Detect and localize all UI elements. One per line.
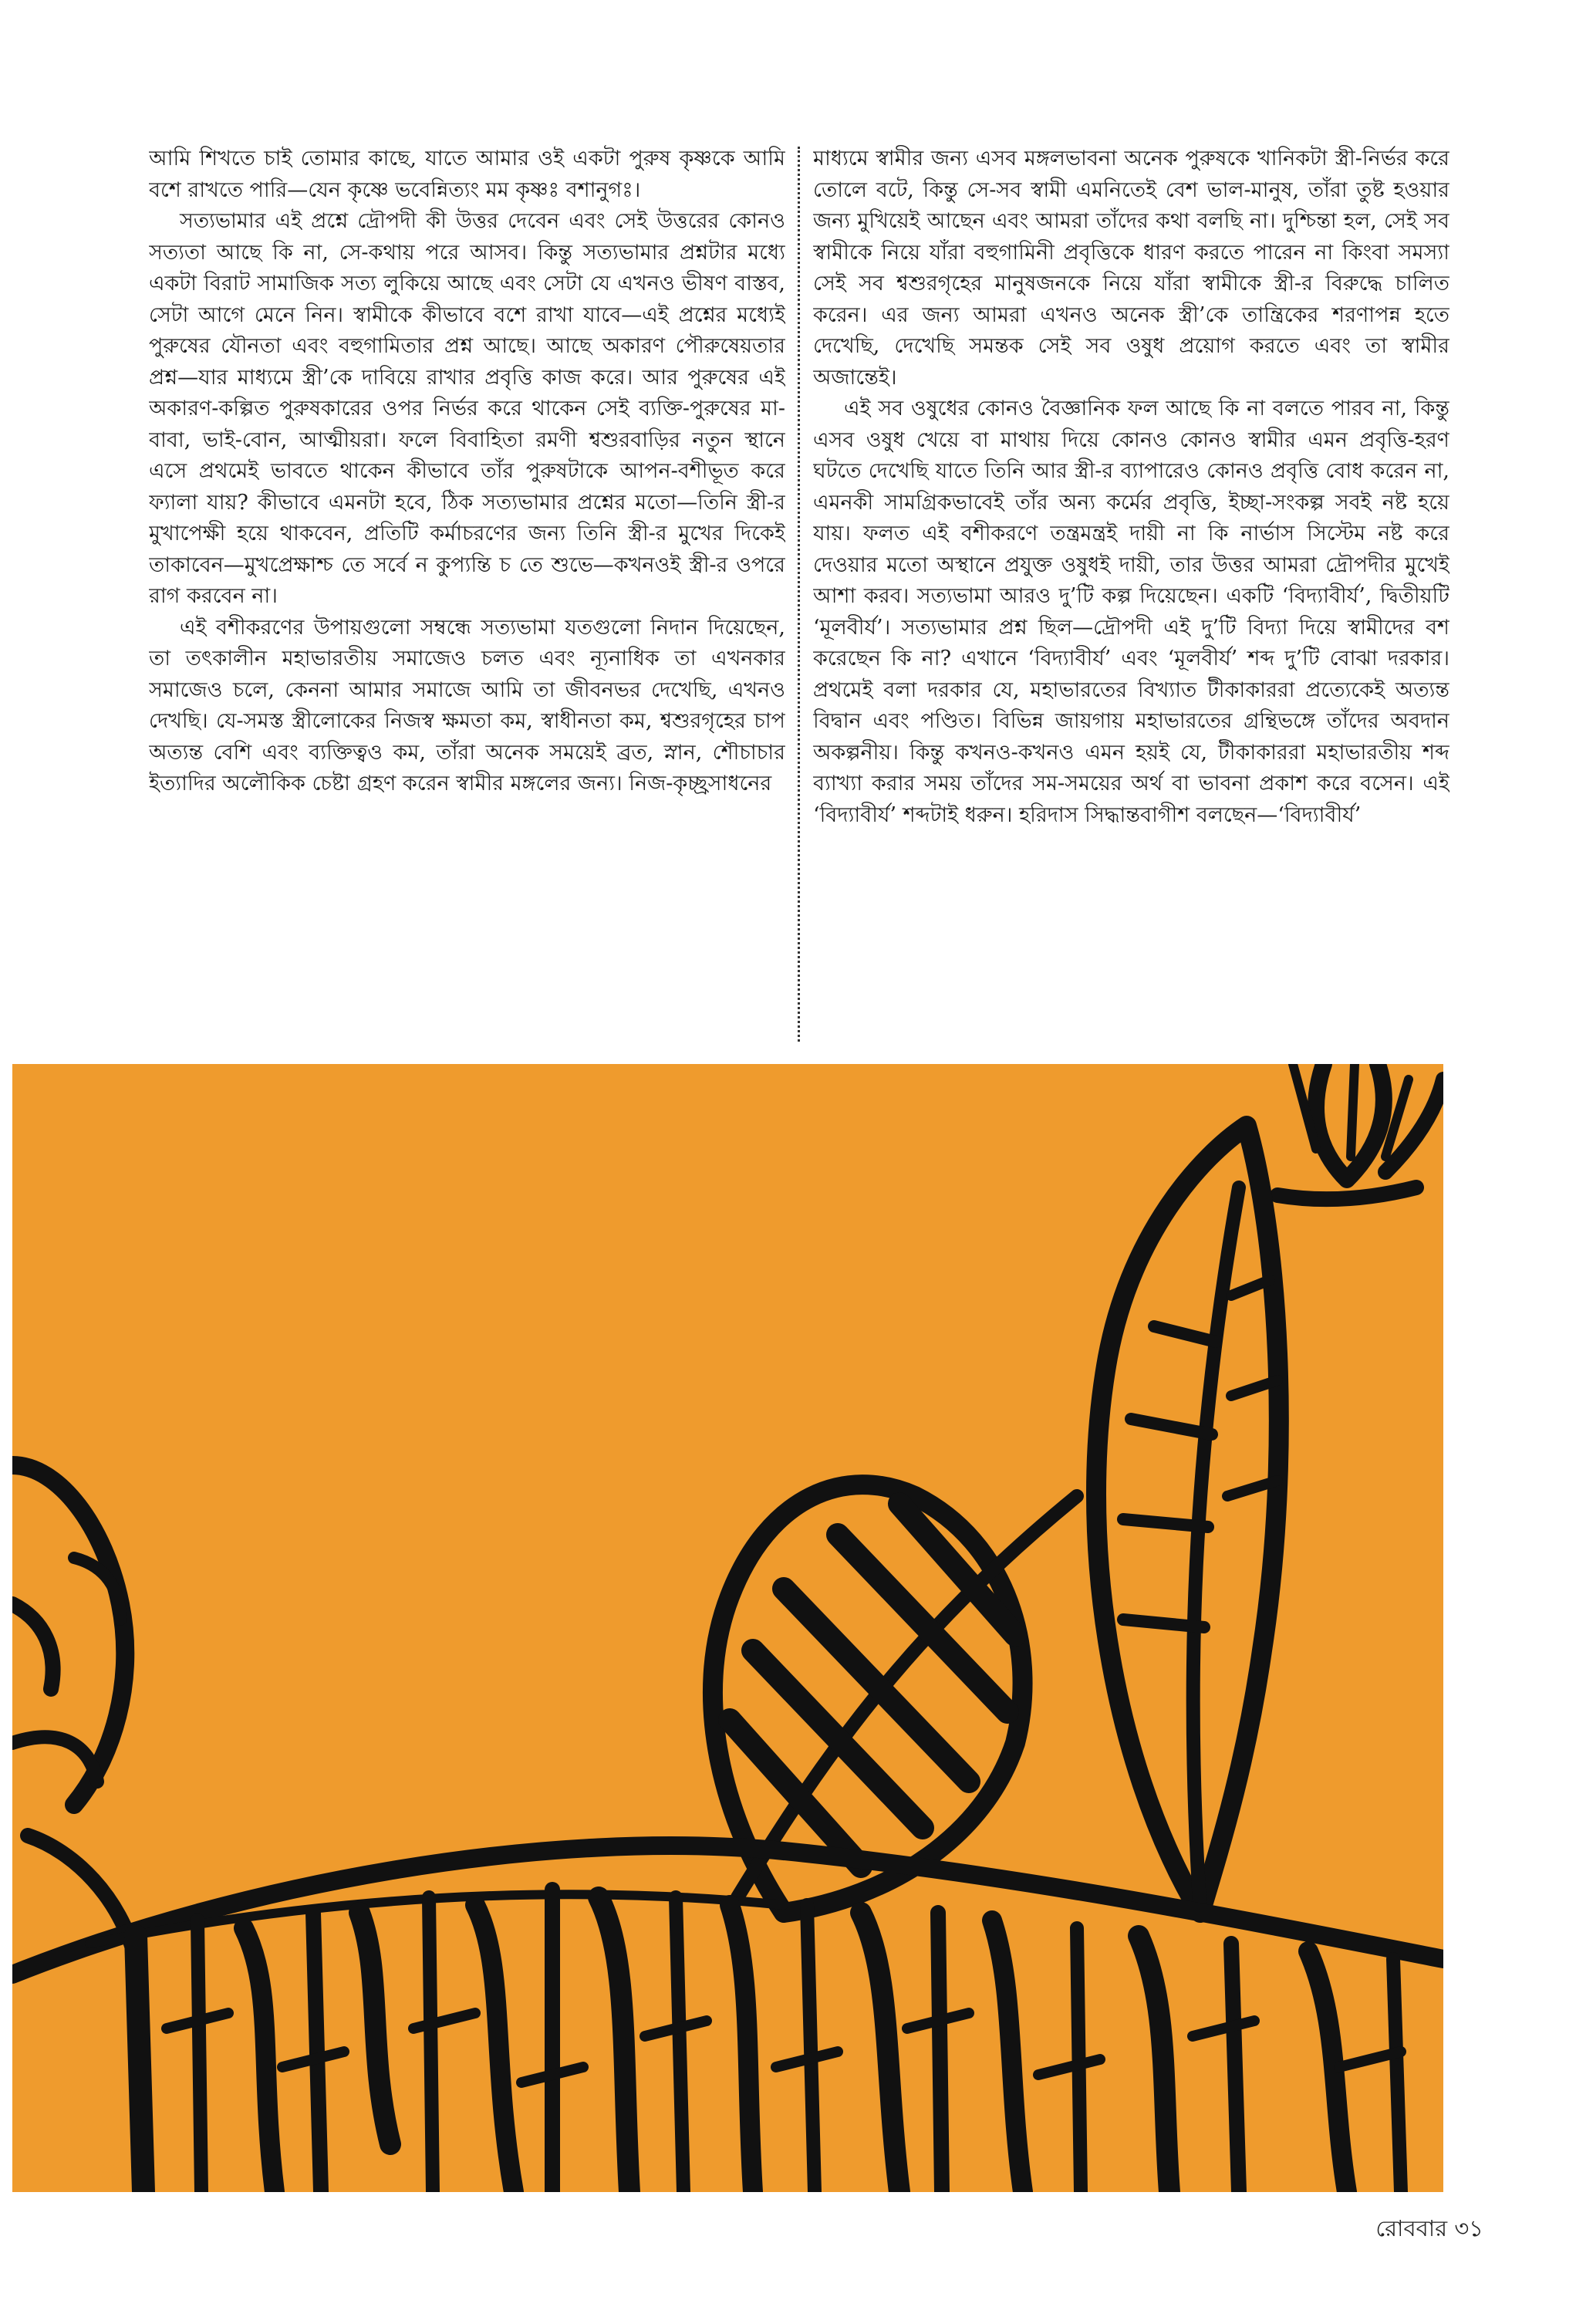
- paragraph: এই সব ওষুধের কোনও বৈজ্ঞানিক ফল আছে কি না বলতে পারব না, কিন্তু এসব ওষুধ খেয়ে বা মাথায় দিয়ে কোনও কোনও স্বামীর এমন প্রবৃত্তি-হরণ ঘটতে দেখেছি যাতে তিনি আর স্ত্রী-র ব্যাপারেও কোনও প্রবৃত্তি বোধ করেন না, এমনকী সামগ্রিকভাবেই তাঁর অন্য কর্মের প্রবৃত্তি, ইচ্ছা-সংকল্প সবই নষ্ট হয়ে যায়। ফলত এই বশীকরণে তন্ত্রমন্ত্রই দায়ী না কি নার্ভাস সিস্টেম নষ্ট করে দেওয়ার মতো অস্থানে প্রযুক্ত ওষুধই দায়ী, তার উত্তর আমরা দ্রৌপদীর মুখেই আশা করব। সত্যভামা আরও দু’টি কল্প দিয়েছেন। একটি ‘বিদ্যাবীর্য’, দ্বিতীয়টি ‘মূলবীর্য’। সত্যভামার প্রশ্ন ছিল—দ্রৌপদী এই দু’টি বিদ্যা দিয়ে স্বামীদের বশ করেছেন কি না? এখানে ‘বিদ্যাবীর্য’ এবং ‘মূলবীর্য’ শব্দ দু’টি বোঝা দরকার। প্রথমেই বলা দরকার যে, মহাভারতের বিখ্যাত টীকাকাররা প্রত্যেকেই অত্যন্ত বিদ্বান এবং পণ্ডিত। বিভিন্ন জায়গায় মহাভারতের গ্রন্থিভঙ্গে তাঁদের অবদান অকল্পনীয়। কিন্তু কখনও-কখনও এমন হয়ই যে, টীকাকাররা মহাভারতীয় শব্দ ব্যাখ্যা করার সময় তাঁদের সম-সময়ের অর্থ বা ভাবনা প্রকাশ করে বসেন। এই ‘বিদ্যাবীর্য’ শব্দটাই ধরুন। হরিদাস সিদ্ধান্তবাগীশ বলছেন—‘বিদ্যাবীর্য’: [813, 397, 1449, 827]
- column-divider: [798, 147, 800, 1042]
- paragraph: এই বশীকরণের উপায়গুলো সম্বন্ধে সত্যভামা যতগুলো নিদান দিয়েছেন, তা তৎকালীন মহাভারতীয় সমাজেও চলত এবং ন্যূনাধিক তা এখনকার সমাজেও চলে, কেননা আমার সমাজে আমি তা জীবনভর দেখেছি, এখনও দেখছি। যে-সমস্ত স্ত্রীলোকের নিজস্ব ক্ষমতা কম, স্বাধীনতা কম, শ্বশুরগৃহের চাপ অত্যন্ত বেশি এবং ব্যক্তিত্বও কম, তাঁরা অনেক সময়েই ব্রত, স্নান, শৌচাচার ইত্যাদির অলৌকিক চেষ্টা গ্রহণ করেন স্বামীর মঙ্গলের জন্য। নিজ-কৃচ্ছ্রসাধনের: [149, 615, 785, 795]
- paragraph: সত্যভামার এই প্রশ্নে দ্রৌপদী কী উত্তর দেবেন এবং সেই উত্তরের কোনও সত্যতা আছে কি না, সে-কথায় পরে আসব। কিন্তু সত্যভামার প্রশ্নটার মধ্যে একটা বিরাট সামাজিক সত্য লুকিয়ে আছে এবং সেটা যে এখনও ভীষণ বাস্তব, সেটা আগে মেনে নিন। স্বামীকে কীভাবে বশে রাখা যাবে—এই প্রশ্নের মধ্যেই পুরুষের যৌনতা এবং বহুগামিতার প্রশ্ন আছে। আছে অকারণ পৌরুষেয়তার প্রশ্ন—যার মাধ্যমে স্ত্রী’কে দাবিয়ে রাখার প্রবৃত্তি কাজ করে। আর পুরুষের এই অকারণ-কল্পিত পুরুষকারের ওপর নির্ভর করে থাকেন সেই ব্যক্তি-পুরুষের মা-বাবা, ভাই-বোন, আত্মীয়রা। ফলে বিবাহিতা রমণী শ্বশুরবাড়ির নতুন স্থানে এসে প্রথমেই ভাবতে থাকেন কীভাবে তাঁর পুরুষটাকে আপন-বশীভূত করে ফ্যালা যায়? কীভাবে এমনটা হবে, ঠিক সত্যভামার প্রশ্নের মতো—তিনি স্ত্রী-র মুখাপেক্ষী হয়ে থাকবেন, প্রতিটি কর্মাচরণের জন্য তিনি স্ত্রী-র মুখের দিকেই তাকাবেন—মুখপ্রেক্ষাশ্চ তে সর্বে ন কুপ্যন্তি চ তে শুভে—কখনওই স্ত্রী-র ওপরে রাগ করবেন না।: [149, 209, 785, 608]
- page-footer: রোববার ৩১: [1375, 2215, 1483, 2241]
- folk-art-illustration: [12, 1064, 1443, 2192]
- paragraph: আমি শিখতে চাই তোমার কাছে, যাতে আমার ওই একটা পুরুষ কৃষ্ণকে আমি বশে রাখতে পারি—যেন কৃষ্ণে ভবেন্নিত্যং মম কৃষ্ণঃ বশানুগঃ।: [149, 147, 785, 202]
- paragraph: মাধ্যমে স্বামীর জন্য এসব মঙ্গলভাবনা অনেক পুরুষকে খানিকটা স্ত্রী-নির্ভর করে তোলে বটে, কিন্তু সে-সব স্বামী এমনিতেই বেশ ভাল-মানুষ, তাঁরা তুষ্ট হওয়ার জন্য মুখিয়েই আছেন এবং আমরা তাঁদের কথা বলছি না। দুশ্চিন্তা হল, সেই সব স্বামীকে নিয়ে যাঁরা বহুগামিনী প্রবৃত্তিকে ধারণ করতে পারেন না কিংবা সমস্যা সেই সব শ্বশুরগৃহের মানুষজনকে নিয়ে যাঁরা স্বামীকে স্ত্রী-র বিরুদ্ধে চালিত করেন। এর জন্য আমরা এখনও অনেক স্ত্রী’কে তান্ত্রিকের শরণাপন্ন হতে দেখেছি, দেখেছি সমন্তক সেই সব ওষুধ প্রয়োগ করতে এবং তা স্বামীর অজান্তেই।: [813, 147, 1449, 390]
- illustration-artwork: [12, 1064, 1443, 2192]
- article-left-column: [149, 144, 785, 1046]
- article-right-column: [813, 144, 1449, 1046]
